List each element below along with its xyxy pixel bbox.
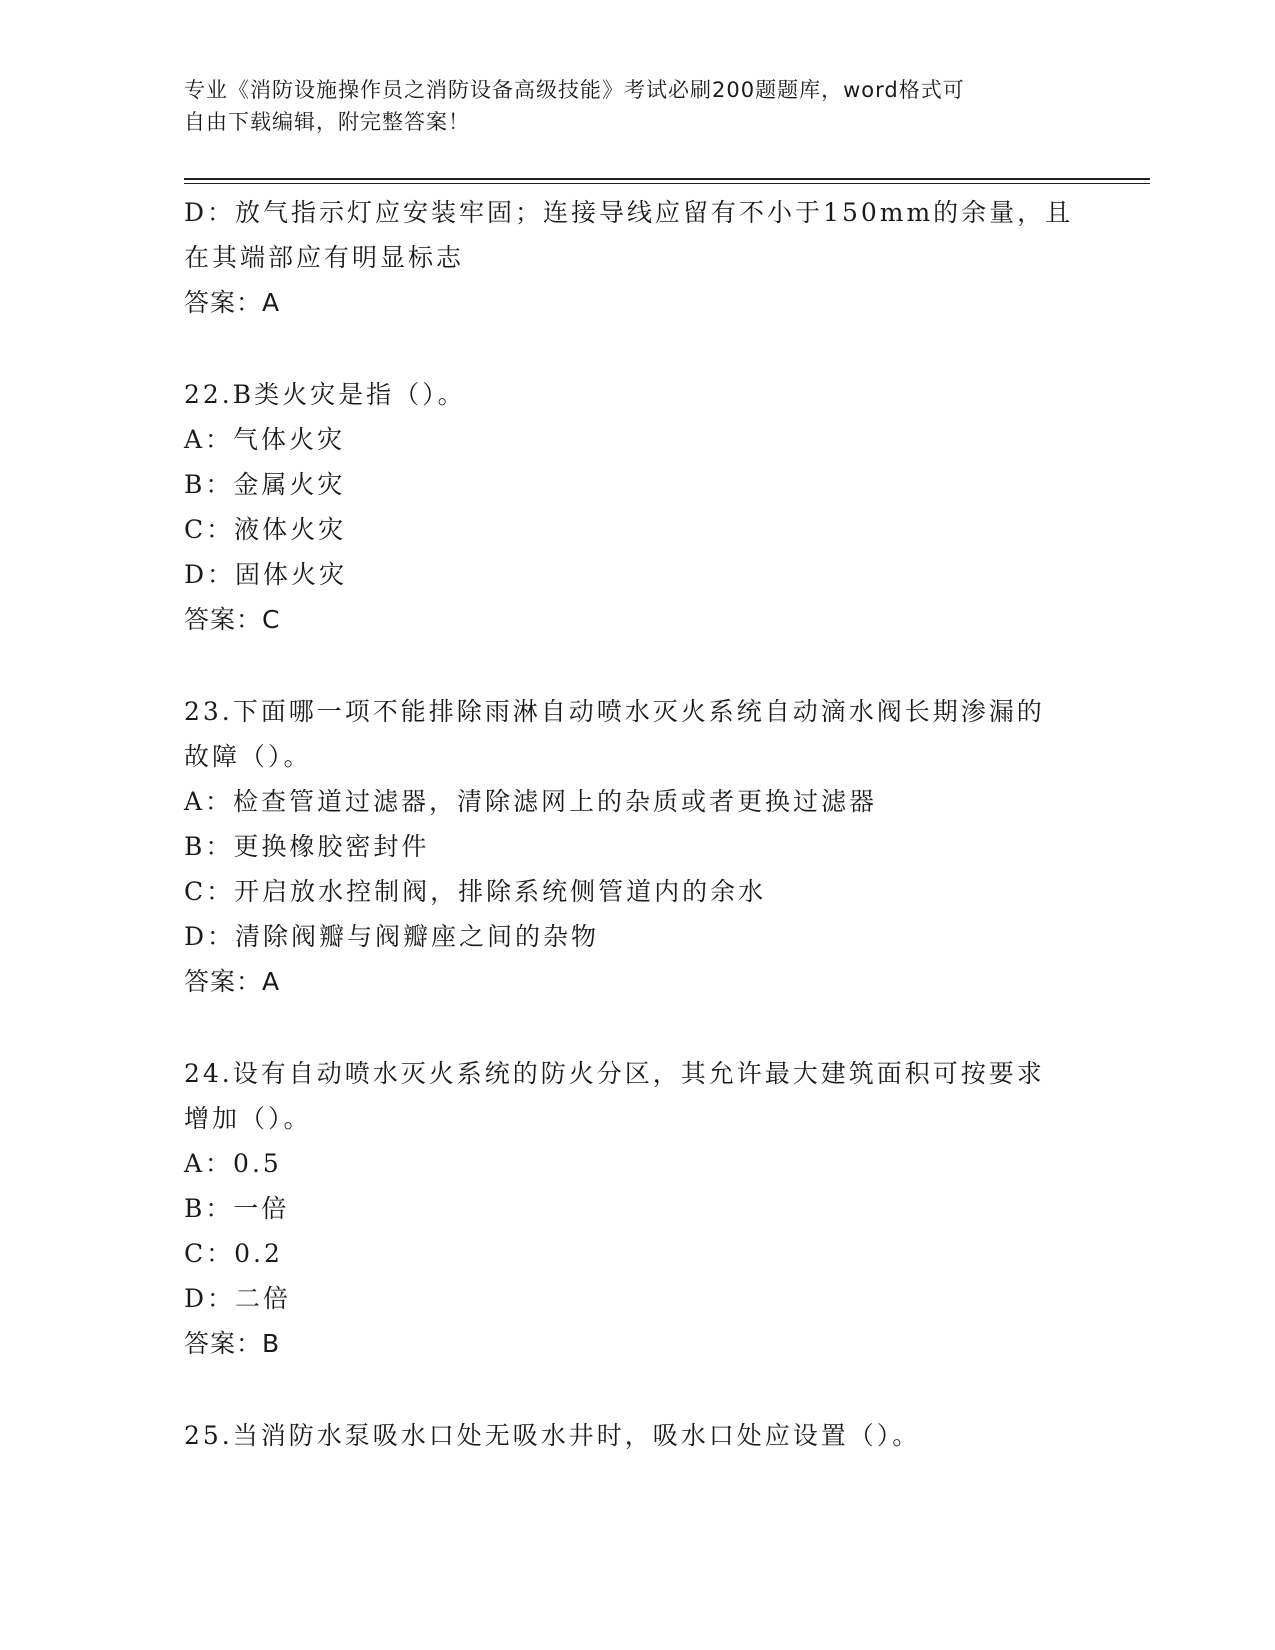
option-d: D：固体火灾 bbox=[184, 560, 348, 589]
header-line-2: 自由下载编辑，附完整答案！ bbox=[184, 110, 470, 134]
header-rule-thick bbox=[184, 178, 1150, 180]
question-stem: 23.下面哪一项不能排除雨淋自动喷水灭火系统自动滴水阀长期渗漏的 bbox=[184, 697, 1045, 726]
option-c: C：液体火灾 bbox=[184, 515, 347, 544]
answer: 答案：A bbox=[184, 288, 281, 317]
question-content bbox=[184, 190, 1084, 1458]
document-header bbox=[184, 74, 1064, 138]
question-23 bbox=[184, 689, 1084, 1004]
answer: 答案：C bbox=[184, 605, 281, 634]
answer: 答案：A bbox=[184, 967, 281, 996]
question-stem: 24.设有自动喷水灭火系统的防火分区，其允许最大建筑面积可按要求 bbox=[184, 1059, 1045, 1088]
option-d-cont: 在其端部应有明显标志 bbox=[184, 243, 465, 272]
option-b: B：金属火灾 bbox=[184, 470, 346, 499]
question-stem-cont: 故障（）。 bbox=[184, 742, 312, 771]
question-21-tail bbox=[184, 190, 1084, 325]
question-24 bbox=[184, 1051, 1084, 1366]
question-22 bbox=[184, 372, 1084, 642]
question-stem-cont: 增加（）。 bbox=[184, 1104, 312, 1133]
header-rule-thin bbox=[184, 183, 1150, 184]
option-a: A：气体火灾 bbox=[184, 425, 346, 454]
option-c: C：开启放水控制阀，排除系统侧管道内的余水 bbox=[184, 877, 767, 906]
option-a: A：0.5 bbox=[184, 1149, 282, 1178]
option-c: C：0.2 bbox=[184, 1239, 283, 1268]
option-d: D：清除阀瓣与阀瓣座之间的杂物 bbox=[184, 922, 600, 951]
option-d: D：放气指示灯应安装牢固；连接导线应留有不小于150mm的余量，且 bbox=[184, 198, 1074, 227]
option-a: A：检查管道过滤器，清除滤网上的杂质或者更换过滤器 bbox=[184, 787, 878, 816]
question-stem: 22.B类火灾是指（）。 bbox=[184, 380, 466, 409]
option-d: D：二倍 bbox=[184, 1284, 292, 1313]
question-25 bbox=[184, 1413, 1084, 1458]
question-stem: 25.当消防水泵吸水口处无吸水井时，吸水口处应设置（）。 bbox=[184, 1421, 921, 1450]
header-line-1: 专业《消防设施操作员之消防设备高级技能》考试必刷200题题库，word格式可 bbox=[184, 78, 965, 102]
answer: 答案：B bbox=[184, 1329, 281, 1358]
option-b: B：一倍 bbox=[184, 1194, 290, 1223]
option-b: B：更换橡胶密封件 bbox=[184, 832, 430, 861]
